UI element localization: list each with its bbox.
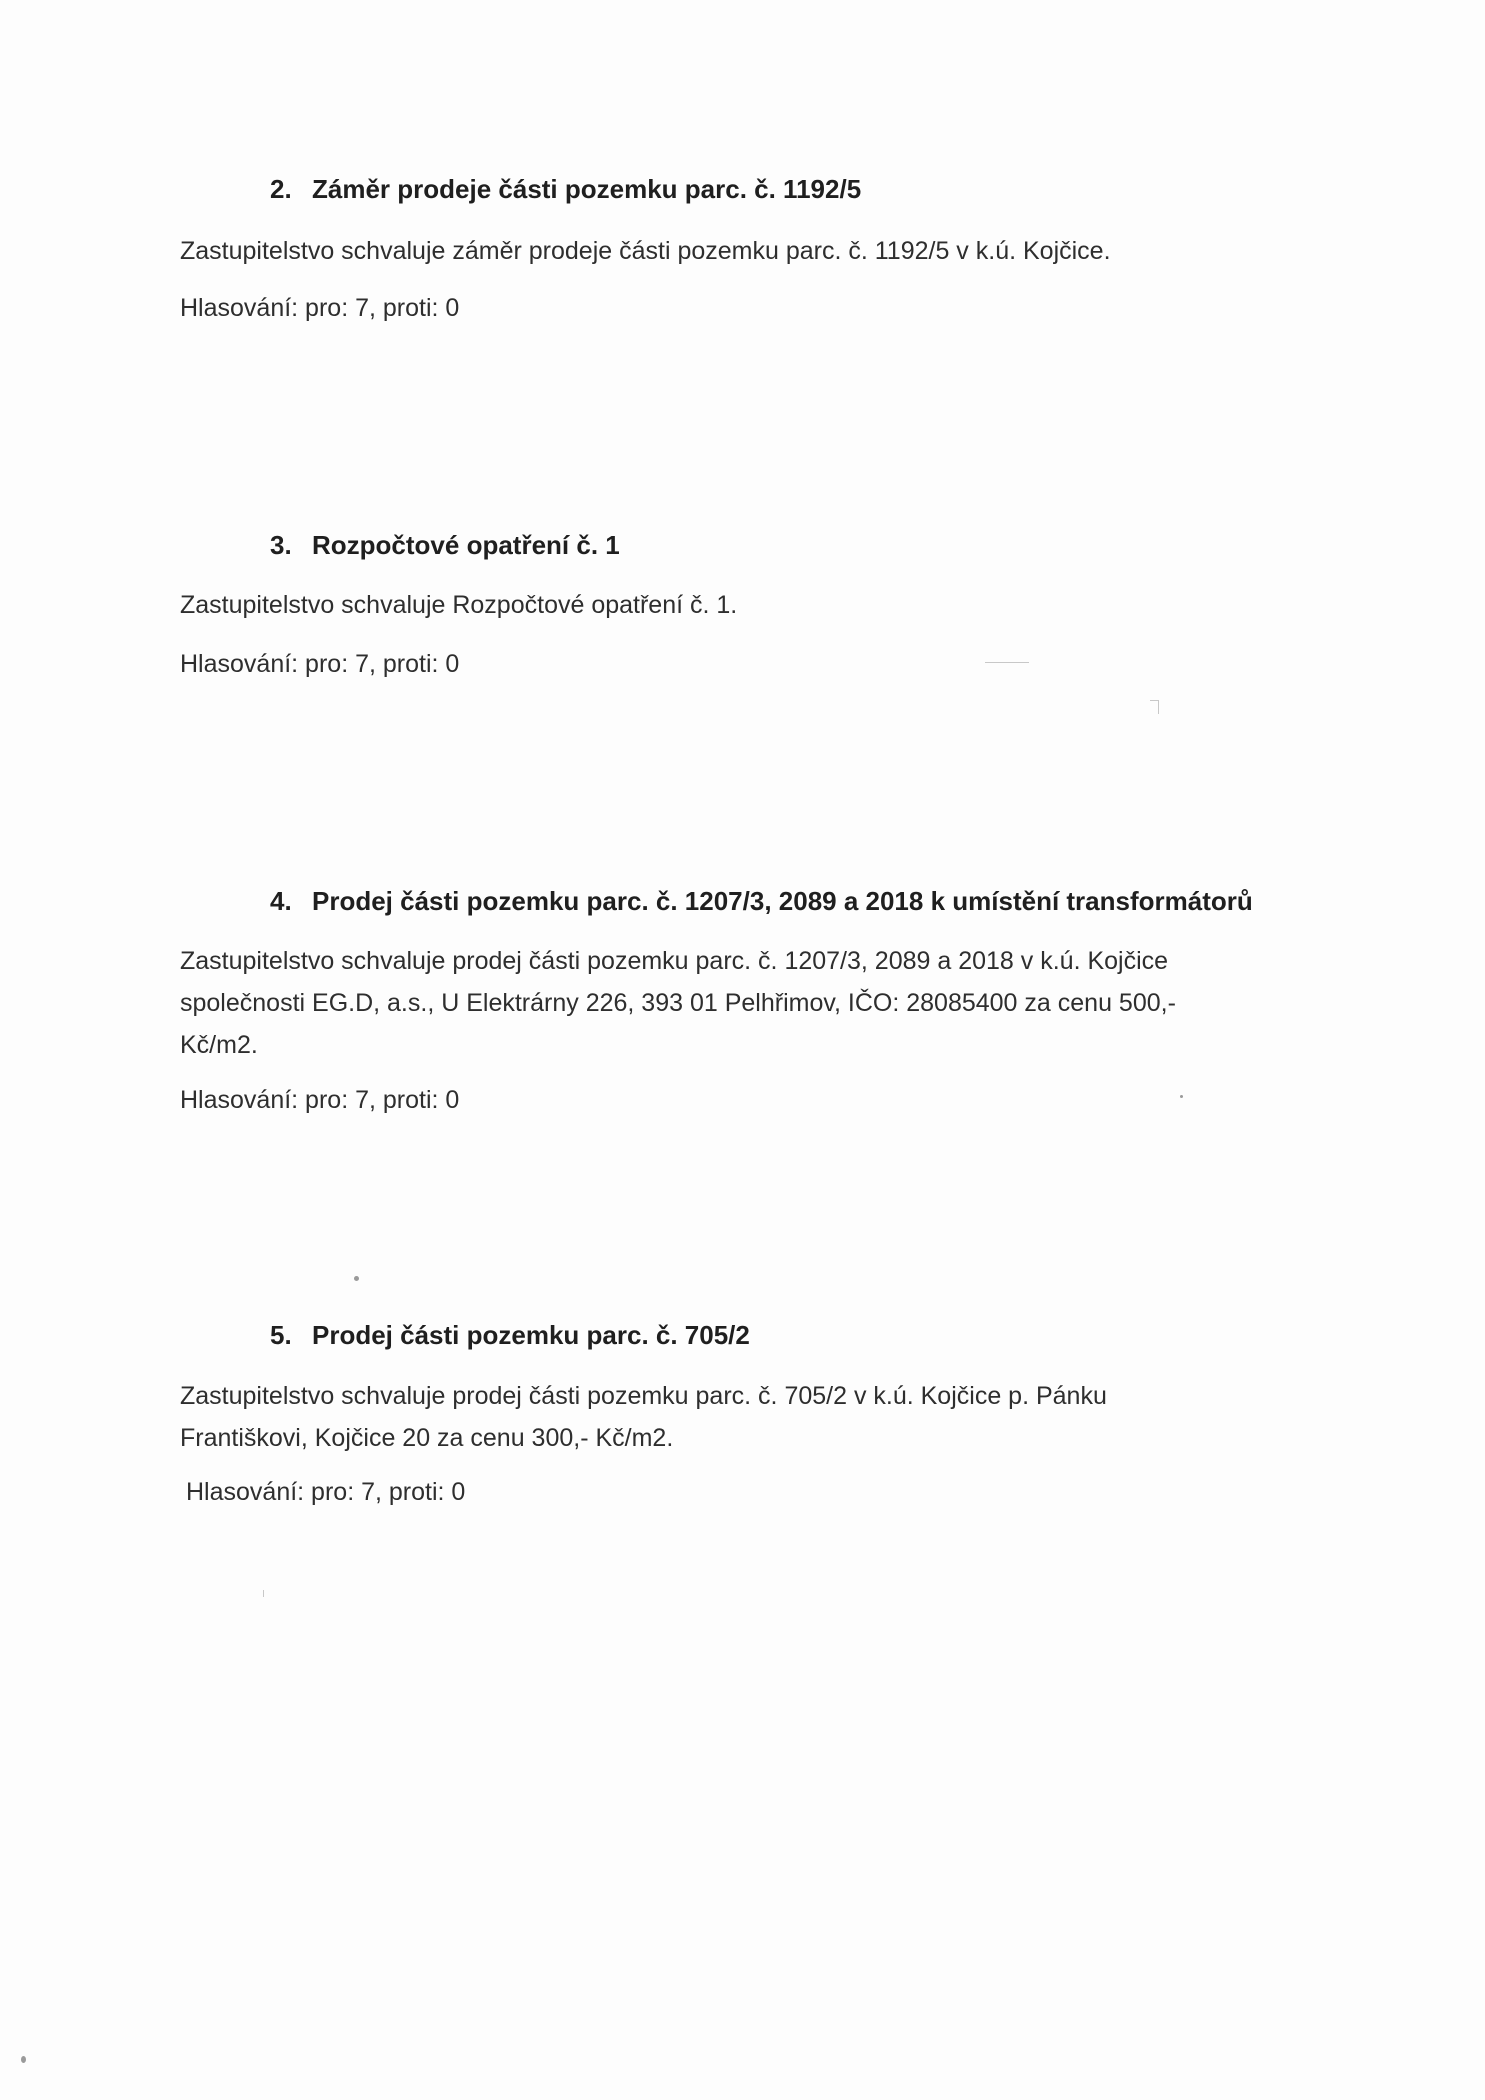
vote-result-2: Hlasování: pro: 7, proti: 0 [180,294,460,322]
scan-speck [354,1276,359,1281]
vote-result-5: Hlasování: pro: 7, proti: 0 [186,1478,466,1506]
section-title: Prodej části pozemku parc. č. 705/2 [312,1320,750,1350]
scan-mark [985,662,1029,663]
section-title: Rozpočtové opatření č. 1 [312,530,620,560]
section-number: 4. [270,886,292,916]
body-line: Zastupitelstvo schvaluje prodej části pozemku parc. č. 705/2 v k.ú. Kojčice p. Pánku [180,1382,1107,1410]
body-line: společnosti EG.D, a.s., U Elektrárny 226, 393 01 Pelhřimov, IČO: 28085400 za cenu 500,- [180,989,1176,1017]
body-line: Františkovi, Kojčice 20 za cenu 300,- Kč/m2. [180,1424,674,1452]
section-heading-5 [270,1320,750,1351]
section-number: 3. [270,530,292,560]
section-heading-4 [270,886,1253,917]
scan-mark [1158,700,1159,714]
section-number: 5. [270,1320,292,1350]
body-line: Kč/m2. [180,1031,258,1059]
scan-mark [263,1590,264,1597]
section-title: Prodej části pozemku parc. č. 1207/3, 2089 a 2018 k umístění transformátorů [312,886,1253,916]
section-heading-3 [270,530,620,561]
scan-speck [21,2056,26,2063]
section-body-5 [180,1375,1300,1459]
body-line: Zastupitelstvo schvaluje Rozpočtové opatření č. 1. [180,591,738,619]
vote-result-3: Hlasování: pro: 7, proti: 0 [180,650,460,678]
section-body-3 [180,584,1300,626]
body-line: Zastupitelstvo schvaluje záměr prodeje části pozemku parc. č. 1192/5 v k.ú. Kojčice. [180,237,1111,265]
section-body-2 [180,230,1300,272]
vote-result-4: Hlasování: pro: 7, proti: 0 [180,1086,460,1114]
section-number: 2. [270,174,292,204]
section-title: Záměr prodeje části pozemku parc. č. 1192/5 [312,174,862,204]
scan-speck [1180,1095,1183,1098]
body-line: Zastupitelstvo schvaluje prodej části pozemku parc. č. 1207/3, 2089 a 2018 v k.ú. Kojčice [180,947,1169,975]
scan-mark [1150,700,1158,701]
section-heading-2 [270,174,861,205]
section-body-4 [180,940,1300,1066]
